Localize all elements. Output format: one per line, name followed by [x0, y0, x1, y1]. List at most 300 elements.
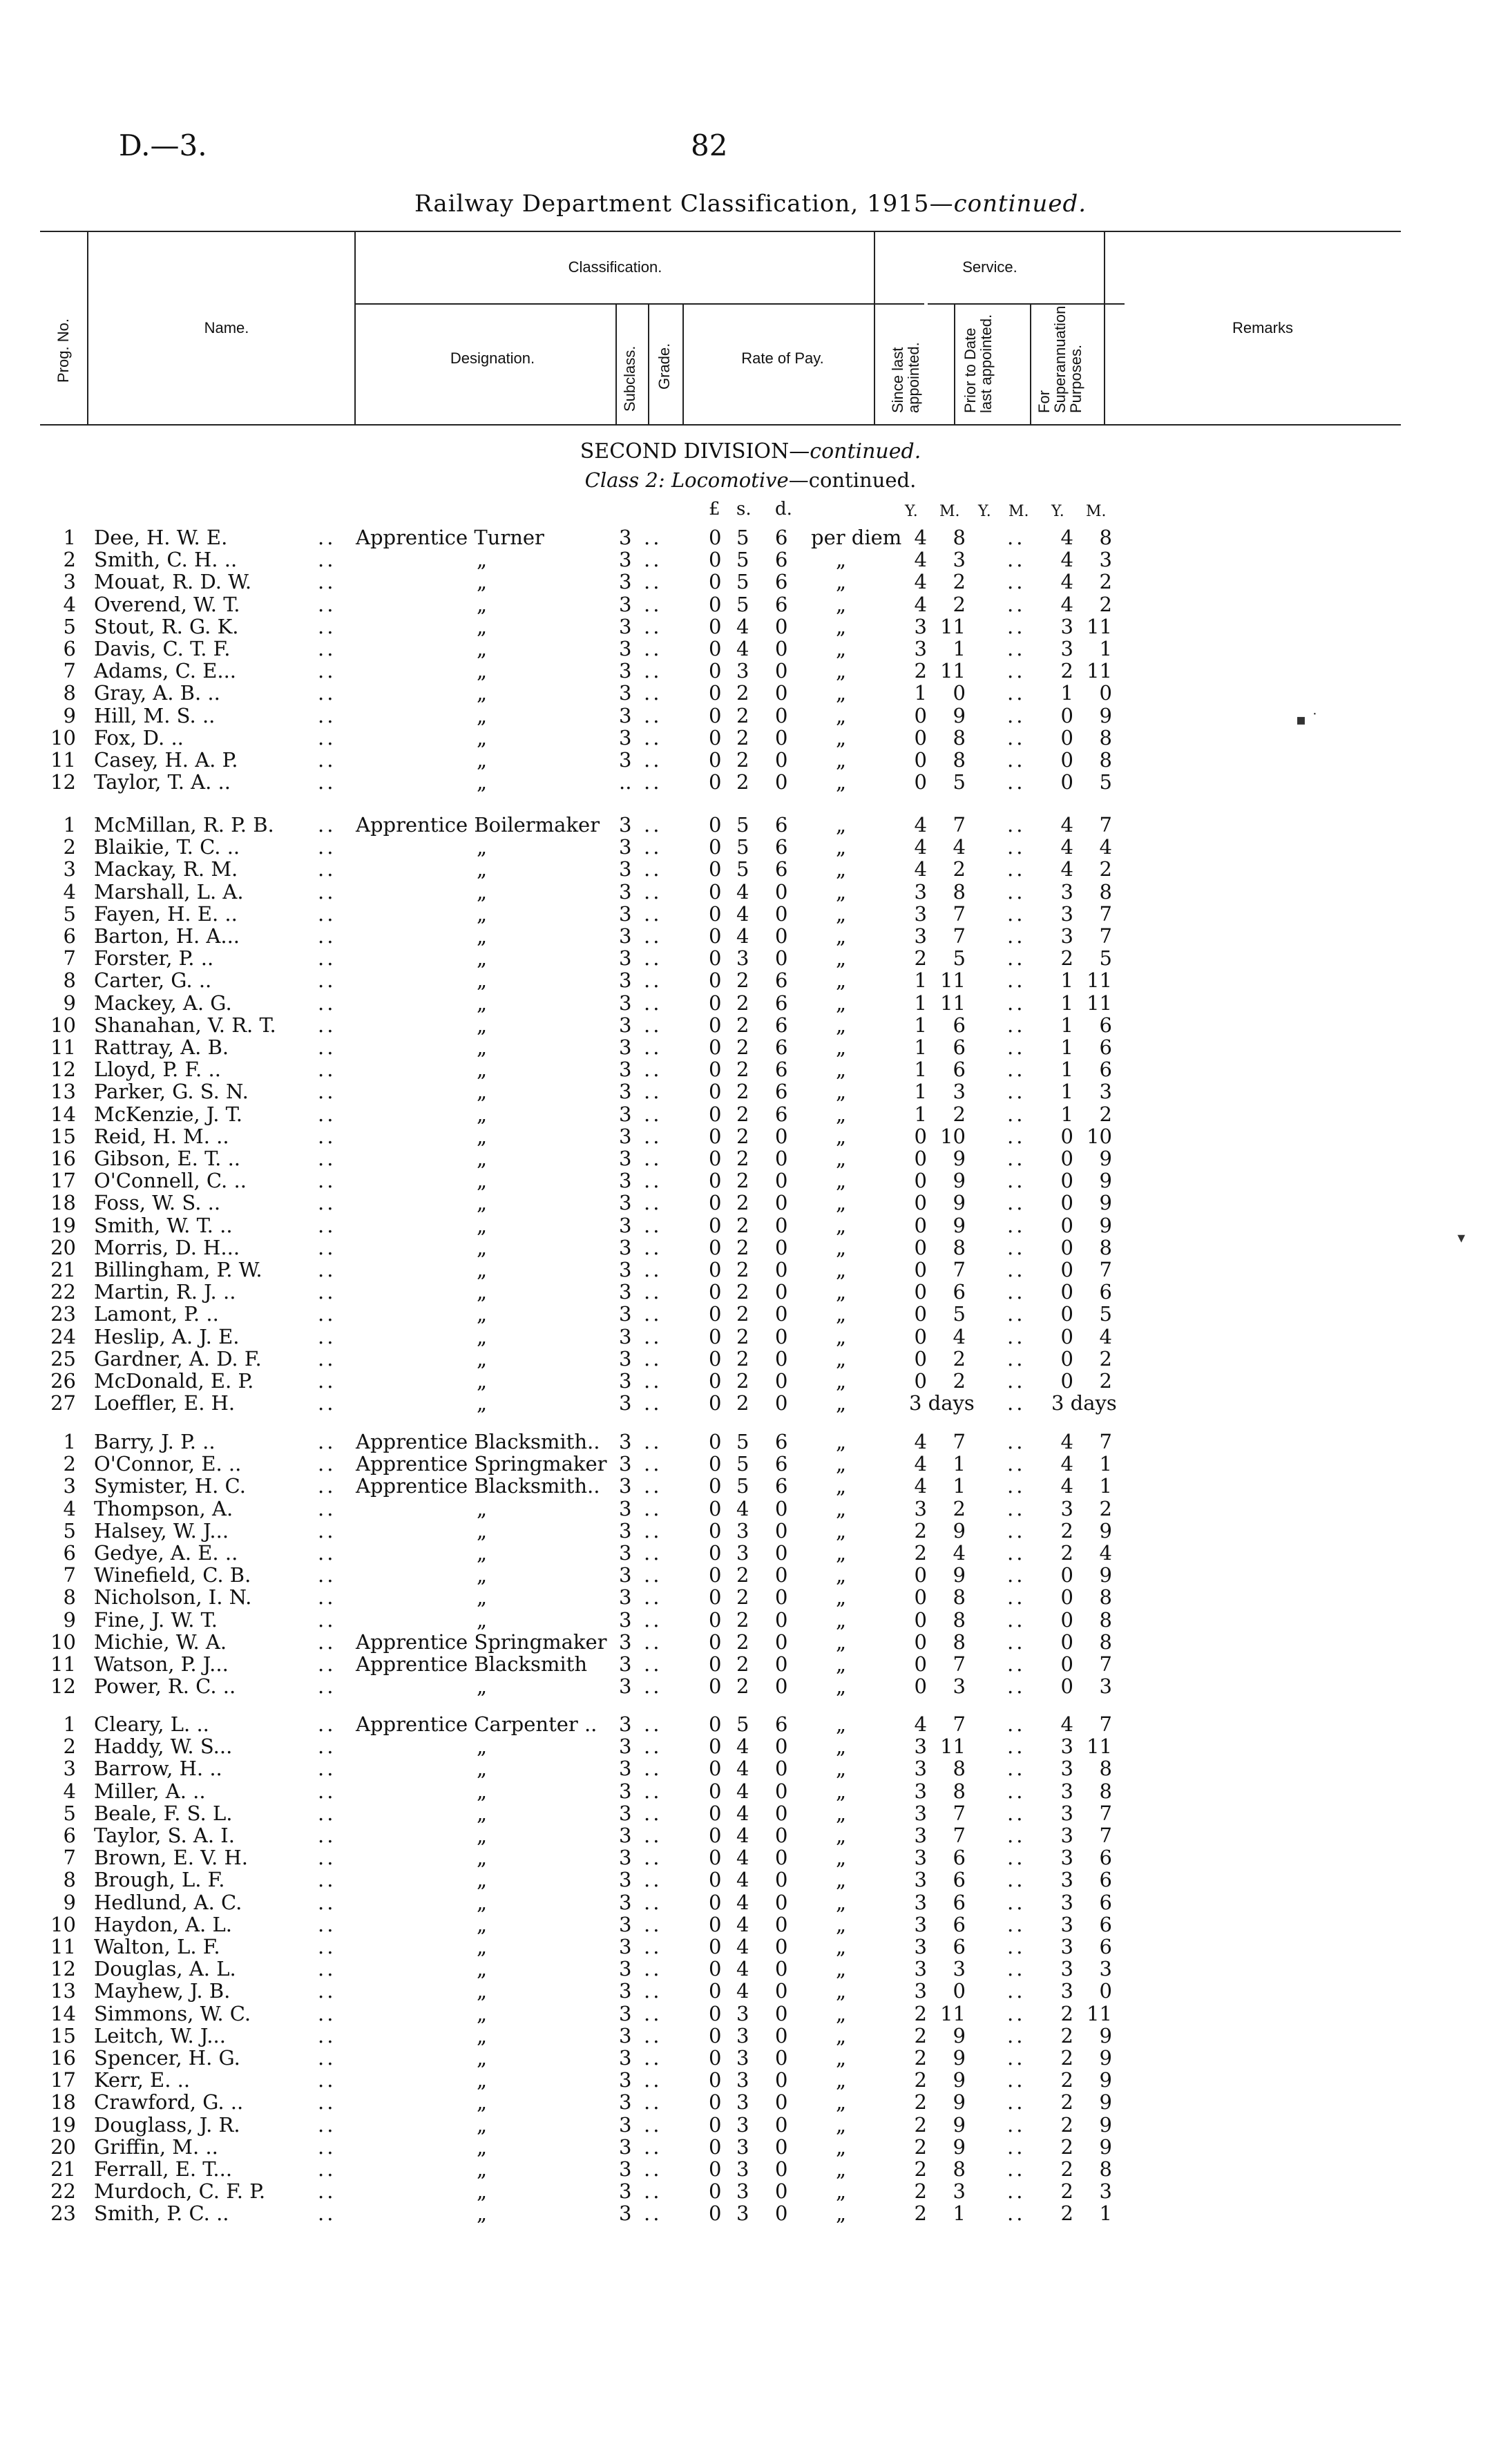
since-years: 4 — [914, 592, 927, 616]
name: Gray, A. B. .. — [94, 681, 220, 705]
name: Smith, C. H. .. — [94, 548, 238, 572]
table-row — [0, 925, 1501, 947]
pence: 0 — [775, 770, 788, 794]
per-unit: „ — [836, 1496, 847, 1520]
prior-dots: .. — [1007, 1302, 1026, 1326]
super-years: 3 — [1060, 1846, 1073, 1870]
table-row — [0, 992, 1501, 1014]
pence: 0 — [775, 1169, 788, 1193]
per-unit: „ — [836, 1080, 847, 1104]
table-row — [0, 1036, 1501, 1058]
since-years: 3 — [914, 1496, 927, 1520]
pounds: 0 — [709, 1235, 722, 1259]
since-months: 9 — [953, 2023, 966, 2047]
super-years: 3 — [1060, 1496, 1073, 1520]
table-row — [0, 814, 1501, 836]
name: Adams, C. E... — [94, 659, 237, 683]
designation: „ — [477, 968, 488, 993]
prog-no: 2 — [63, 548, 76, 572]
table-row — [0, 1058, 1501, 1080]
leader-dots: .. — [318, 2046, 336, 2070]
per-unit: „ — [836, 2090, 847, 2114]
per-unit: „ — [836, 1979, 847, 2003]
leader-dots: .. — [318, 1346, 336, 1371]
designation: Apprentice Boilermaker — [356, 813, 600, 837]
leader-dots: .. — [318, 1191, 336, 1215]
designation: „ — [477, 1013, 488, 1037]
subclass: 3 — [619, 1035, 632, 1059]
designation: „ — [477, 1957, 488, 1981]
prior-dots: .. — [1007, 2090, 1026, 2114]
super-months: 9 — [1099, 1213, 1112, 1237]
prog-no: 2 — [63, 835, 76, 859]
leader-dots: .. — [318, 1302, 336, 1326]
pounds: 0 — [709, 1391, 722, 1415]
pounds: 0 — [709, 1430, 722, 1453]
super-months: 6 — [1099, 1890, 1112, 1914]
designation: „ — [477, 835, 488, 859]
since-years: 3 — [914, 1801, 927, 1825]
leader-dots: .. — [318, 614, 336, 638]
prog-no: 8 — [63, 681, 76, 705]
subclass: 3 — [619, 1630, 632, 1654]
subclass: 3 — [619, 703, 632, 727]
leader-dots: .. — [644, 570, 662, 594]
since-months: 2 — [953, 1369, 966, 1393]
since-months: 9 — [953, 1169, 966, 1193]
leader-dots: .. — [318, 1391, 336, 1415]
prog-no: 1 — [63, 526, 76, 549]
shillings: 2 — [736, 1191, 749, 1215]
leader-dots: .. — [318, 1080, 336, 1104]
leader-dots: .. — [318, 1474, 336, 1498]
pounds: 0 — [709, 1801, 722, 1825]
leader-dots: .. — [644, 1541, 662, 1565]
per-unit: „ — [836, 1035, 847, 1059]
pounds: 0 — [709, 1630, 722, 1654]
prog-no: 20 — [50, 2134, 76, 2159]
leader-dots: .. — [318, 1452, 336, 1476]
pence: 0 — [775, 725, 788, 749]
leader-dots: .. — [644, 2046, 662, 2070]
pence: 0 — [775, 1302, 788, 1326]
pence: 6 — [775, 592, 788, 616]
pounds: 0 — [709, 659, 722, 683]
super-months: 4 — [1099, 835, 1112, 859]
super-months: 8 — [1099, 1607, 1112, 1632]
pence: 0 — [775, 1979, 788, 2003]
designation: „ — [477, 1124, 488, 1148]
table-row — [0, 1147, 1501, 1169]
col-rate: Rate of Pay. — [741, 350, 824, 367]
name: Parker, G. S. N. — [94, 1080, 249, 1104]
name: Ferrall, E. T... — [94, 2157, 233, 2181]
prior-dots: .. — [1007, 1757, 1026, 1781]
shillings: 3 — [736, 946, 749, 971]
super-months: 6 — [1099, 1912, 1112, 1936]
pence: 0 — [775, 1846, 788, 1870]
table-row — [0, 2158, 1501, 2180]
since-years: 0 — [914, 1324, 927, 1348]
subclass: 3 — [619, 1213, 632, 1237]
per-unit: „ — [836, 770, 847, 794]
leader-dots: .. — [318, 659, 336, 683]
since-years: 0 — [914, 770, 927, 794]
super-years: 3 — [1060, 1868, 1073, 1892]
since-months: 5 — [953, 946, 966, 971]
name: Michie, W. A. — [94, 1630, 227, 1654]
since-years: 2 — [914, 1518, 927, 1543]
super-months: 3 — [1099, 1674, 1112, 1699]
table-row — [0, 2047, 1501, 2069]
super-years: 3 — [1060, 1957, 1073, 1981]
since-months: 8 — [953, 1585, 966, 1610]
pounds: 0 — [709, 1058, 722, 1082]
pence: 6 — [775, 548, 788, 572]
since-months: 7 — [953, 1712, 966, 1736]
prior-dots: .. — [1007, 1169, 1026, 1193]
since-years: 2 — [914, 2157, 927, 2181]
shillings: 4 — [736, 1496, 749, 1520]
name: Morris, D. H... — [94, 1235, 240, 1259]
name: Haydon, A. L. — [94, 1912, 232, 1936]
pence: 0 — [775, 1280, 788, 1304]
designation: „ — [477, 681, 488, 705]
prog-no: 5 — [63, 614, 76, 638]
per-unit: „ — [836, 1124, 847, 1148]
pence: 0 — [775, 2046, 788, 2070]
leader-dots: .. — [644, 857, 662, 881]
leader-dots: .. — [644, 1452, 662, 1476]
table-row — [0, 1653, 1501, 1675]
leader-dots: .. — [318, 548, 336, 572]
pounds: 0 — [709, 1280, 722, 1304]
per-unit: „ — [836, 1712, 847, 1736]
designation: „ — [477, 725, 488, 749]
leader-dots: .. — [644, 1935, 662, 1958]
super-months: 8 — [1099, 2157, 1112, 2181]
col-grade: Grade. — [656, 343, 673, 390]
prog-no: 6 — [63, 1541, 76, 1565]
shillings: 3 — [736, 1518, 749, 1543]
name: Gedye, A. E. .. — [94, 1541, 238, 1565]
shillings: 4 — [736, 901, 749, 926]
name: Douglass, J. R. — [94, 2112, 240, 2137]
leader-dots: .. — [644, 1302, 662, 1326]
pence: 0 — [775, 1369, 788, 1393]
subclass: 3 — [619, 1013, 632, 1037]
shillings: 2 — [736, 1124, 749, 1148]
since-years: 0 — [914, 1258, 927, 1281]
pounds: 0 — [709, 1191, 722, 1215]
subclass: 3 — [619, 637, 632, 660]
leader-dots: .. — [318, 1757, 336, 1781]
since-months: 6 — [953, 1890, 966, 1914]
super-months: 8 — [1099, 1779, 1112, 1803]
super-years: 0 — [1060, 1346, 1073, 1371]
per-unit: „ — [836, 1912, 847, 1936]
super-months: 10 — [1087, 1124, 1112, 1148]
leader-dots: .. — [644, 1391, 662, 1415]
prog-no: 10 — [50, 1013, 76, 1037]
leader-dots: .. — [318, 1779, 336, 1803]
table-row — [0, 1236, 1501, 1259]
leader-dots: .. — [318, 1430, 336, 1453]
since-years: 1 — [914, 1058, 927, 1082]
shillings: 3 — [736, 659, 749, 683]
name: Thompson, A. — [94, 1496, 233, 1520]
pounds: 0 — [709, 1102, 722, 1126]
since-years: 0 — [914, 703, 927, 727]
col-remarks: Remarks — [1232, 319, 1293, 336]
leader-dots: .. — [644, 2090, 662, 2114]
subclass: 3 — [619, 2046, 632, 2070]
since-months: 2 — [953, 1496, 966, 1520]
table-row — [0, 1936, 1501, 1958]
per-unit: „ — [836, 681, 847, 705]
subclass: 3 — [619, 1868, 632, 1892]
shillings: 3 — [736, 2179, 749, 2204]
designation: „ — [477, 703, 488, 727]
super-years: 2 — [1060, 1541, 1073, 1565]
leader-dots: .. — [644, 1280, 662, 1304]
prog-no: 5 — [63, 901, 76, 926]
leader-dots: .. — [644, 1890, 662, 1914]
pence: 0 — [775, 1890, 788, 1914]
since-years: 2 — [914, 2001, 927, 2025]
super-years: 2 — [1060, 2202, 1073, 2226]
leader-dots: .. — [318, 1979, 336, 2003]
super-months: 1 — [1099, 1474, 1112, 1498]
since-years: 4 — [914, 1430, 927, 1453]
super-years: 0 — [1060, 1235, 1073, 1259]
leader-dots: .. — [318, 1518, 336, 1543]
shillings: 3 — [736, 1541, 749, 1565]
name: Barton, H. A... — [94, 924, 240, 948]
pounds: 0 — [709, 1779, 722, 1803]
prior-dots: .. — [1007, 2179, 1026, 2204]
shillings: 4 — [736, 1935, 749, 1958]
since-years: 3 — [914, 1735, 927, 1759]
prog-no: 25 — [50, 1346, 76, 1371]
designation: „ — [477, 1607, 488, 1632]
super-years: 2 — [1060, 2157, 1073, 2181]
per-unit: „ — [836, 1147, 847, 1170]
designation: „ — [477, 1757, 488, 1781]
table-row — [0, 682, 1501, 704]
prior-dots: .. — [1007, 1191, 1026, 1215]
pounds: 0 — [709, 2202, 722, 2226]
super-years: 0 — [1060, 1585, 1073, 1610]
pence: 0 — [775, 1652, 788, 1676]
margin-mark-2: ▾ — [1457, 1230, 1466, 1247]
pounds: 0 — [709, 1957, 722, 1981]
since-years: 2 — [914, 2112, 927, 2137]
per-unit: „ — [836, 1191, 847, 1215]
super-years: 3 — [1060, 1824, 1073, 1847]
pounds: 0 — [709, 1369, 722, 1393]
since-months: 7 — [953, 924, 966, 948]
table-row — [0, 749, 1501, 771]
per-unit: „ — [836, 1757, 847, 1781]
since-years: 3 — [914, 1935, 927, 1958]
super-months: 3 — [1099, 1957, 1112, 1981]
leader-dots: .. — [318, 681, 336, 705]
designation: „ — [477, 901, 488, 926]
pounds: 0 — [709, 901, 722, 926]
designation: Apprentice Carpenter .. — [356, 1712, 597, 1736]
pence: 0 — [775, 901, 788, 926]
table-row — [0, 903, 1501, 925]
leader-dots: .. — [318, 637, 336, 660]
since-years: 3 — [914, 614, 927, 638]
leader-dots: .. — [644, 1147, 662, 1170]
prior-dots: .. — [1007, 1080, 1026, 1104]
leader-dots: .. — [644, 1124, 662, 1148]
since-years: 4 — [914, 857, 927, 881]
pounds: 0 — [709, 1518, 722, 1543]
designation: „ — [477, 1102, 488, 1126]
pence: 0 — [775, 1779, 788, 1803]
super-years: 4 — [1060, 1712, 1073, 1736]
table-row — [0, 1453, 1501, 1475]
since-months: 6 — [953, 1935, 966, 1958]
subclass: 3 — [619, 1979, 632, 2003]
prior-dots: .. — [1007, 1912, 1026, 1936]
shillings: 2 — [736, 1280, 749, 1304]
super-years: 1 — [1060, 968, 1073, 993]
prior-dots: .. — [1007, 592, 1026, 616]
leader-dots: .. — [644, 1585, 662, 1610]
name: Crawford, G. .. — [94, 2090, 244, 2114]
since-months: 8 — [953, 1779, 966, 1803]
leader-dots: .. — [644, 1607, 662, 1632]
since-years: 3 — [914, 1912, 927, 1936]
prior-dots: .. — [1007, 637, 1026, 660]
since-months: 11 — [940, 968, 966, 993]
leader-dots: .. — [318, 2157, 336, 2181]
pence: 0 — [775, 1957, 788, 1981]
since-months: 0 — [953, 681, 966, 705]
since-months: 7 — [953, 1430, 966, 1453]
shillings: 4 — [736, 879, 749, 904]
leader-dots: .. — [644, 1652, 662, 1676]
super-months: 9 — [1099, 1147, 1112, 1170]
table-row — [0, 1824, 1501, 1846]
shillings: 2 — [736, 1235, 749, 1259]
prior-dots: .. — [1007, 879, 1026, 904]
super-months: 8 — [1099, 1630, 1112, 1654]
pounds: 0 — [709, 1979, 722, 2003]
subclass: 3 — [619, 1452, 632, 1476]
page-number: 82 — [691, 128, 728, 162]
pence: 6 — [775, 570, 788, 594]
prog-no: 11 — [50, 1652, 76, 1676]
pounds: 0 — [709, 1213, 722, 1237]
since-years: 0 — [914, 1585, 927, 1610]
super-years: 3 — [1060, 879, 1073, 904]
leader-dots: .. — [318, 1235, 336, 1259]
table-row — [0, 2180, 1501, 2202]
per-unit: „ — [836, 2179, 847, 2204]
pounds: 0 — [709, 968, 722, 993]
name: Billingham, P. W. — [94, 1258, 262, 1281]
table-row — [0, 1520, 1501, 1542]
super-years: 0 — [1060, 1607, 1073, 1632]
since-months: 5 — [953, 770, 966, 794]
name: O'Connor, E. .. — [94, 1452, 242, 1476]
since-years: 2 — [914, 2023, 927, 2047]
since-years: 4 — [914, 835, 927, 859]
super-months: 9 — [1099, 703, 1112, 727]
leader-dots: .. — [318, 1058, 336, 1082]
since-months: 7 — [953, 1824, 966, 1847]
pounds: 0 — [709, 1080, 722, 1104]
super-years: 0 — [1060, 703, 1073, 727]
super-years: 1 — [1060, 681, 1073, 705]
pence: 0 — [775, 1235, 788, 1259]
pence: 0 — [775, 1607, 788, 1632]
leader-dots: .. — [318, 1324, 336, 1348]
super-months: 8 — [1099, 1757, 1112, 1781]
subclass: 3 — [619, 2112, 632, 2137]
leader-dots: .. — [644, 1169, 662, 1193]
pence: 0 — [775, 748, 788, 772]
pence: 0 — [775, 614, 788, 638]
shillings: 3 — [736, 2112, 749, 2137]
since-months: 7 — [953, 1652, 966, 1676]
prior-dots: .. — [1007, 1058, 1026, 1082]
designation: „ — [477, 1890, 488, 1914]
per-unit: „ — [836, 1585, 847, 1610]
leader-dots: .. — [318, 879, 336, 904]
since-months: 6 — [953, 1035, 966, 1059]
leader-dots: .. — [318, 2023, 336, 2047]
leader-dots: .. — [644, 614, 662, 638]
per-unit: „ — [836, 879, 847, 904]
leader-dots: .. — [318, 1369, 336, 1393]
name: Walton, L. F. — [94, 1935, 220, 1958]
prior-dots: .. — [1007, 835, 1026, 859]
name: Barrow, H. .. — [94, 1757, 222, 1781]
leader-dots: .. — [644, 659, 662, 683]
shillings: 3 — [736, 2202, 749, 2226]
since-years: 2 — [914, 2134, 927, 2159]
pounds: 0 — [709, 1674, 722, 1699]
shillings: 2 — [736, 770, 749, 794]
pounds: 0 — [709, 1124, 722, 1148]
designation: „ — [477, 1585, 488, 1610]
designation: „ — [477, 2202, 488, 2226]
col-prog-no: Prog. No. — [55, 318, 72, 383]
leader-dots: .. — [644, 703, 662, 727]
since-years: 0 — [914, 1652, 927, 1676]
since-years: 2 — [914, 659, 927, 683]
since-months: 11 — [940, 991, 966, 1015]
name: Carter, G. .. — [94, 968, 212, 993]
table-row — [0, 1564, 1501, 1586]
since-months: 10 — [940, 1124, 966, 1148]
super-months: 7 — [1099, 901, 1112, 926]
shillings: 4 — [736, 1846, 749, 1870]
leader-dots: .. — [318, 1868, 336, 1892]
prior-dots: .. — [1007, 1124, 1026, 1148]
super-years: 4 — [1060, 857, 1073, 881]
prog-no: 20 — [50, 1235, 76, 1259]
table-row — [0, 593, 1501, 615]
since-months: 5 — [953, 1302, 966, 1326]
since-years: 1 — [914, 1080, 927, 1104]
